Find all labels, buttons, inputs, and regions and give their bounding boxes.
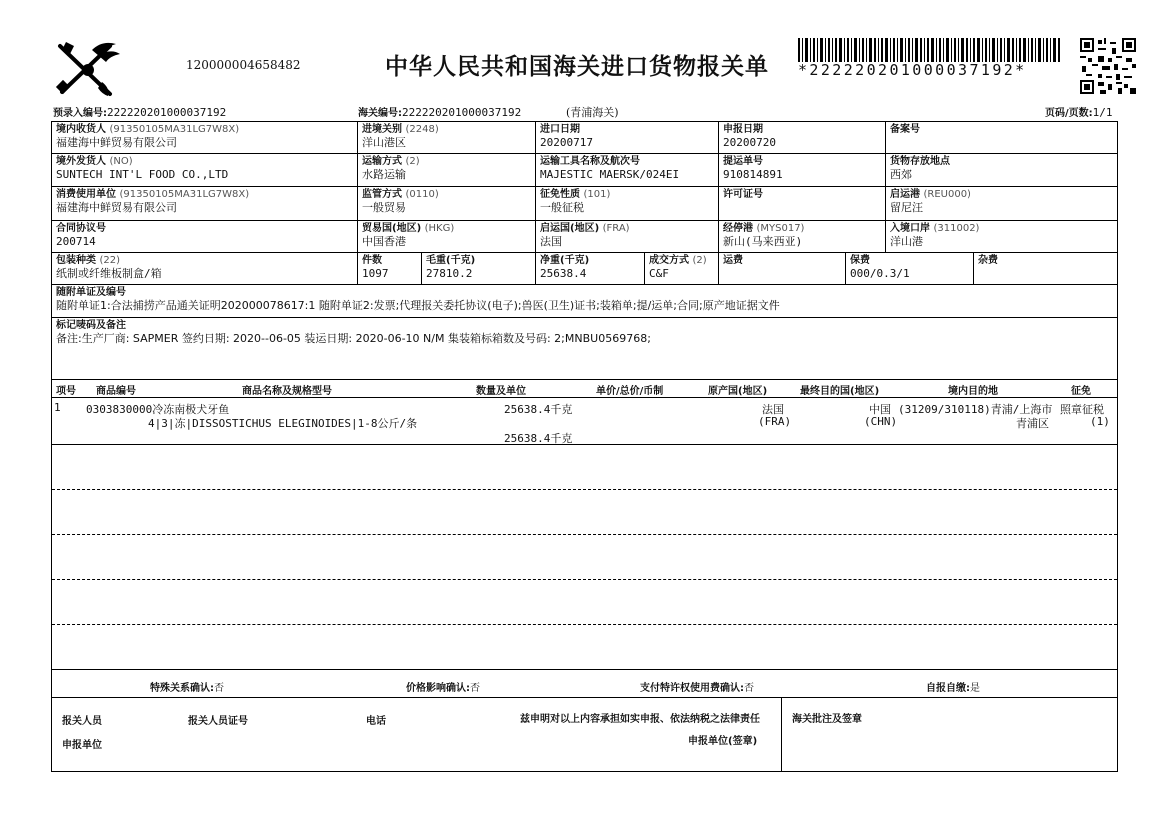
item-levy-code: (1): [1090, 415, 1110, 428]
item-levy: 照章征税: [1060, 403, 1104, 416]
field-license-no: 许可证号: [719, 187, 886, 221]
declarant-label: 报关人员: [62, 716, 102, 727]
legal-statement: 兹申明对以上内容承担如实申报、依法纳税之法律责任: [520, 714, 760, 725]
item-no: 1: [54, 401, 61, 414]
field-domestic-consignee: 境内收货人 (91350105MA31LG7W8X) 福建海中鲜贸易有限公司: [52, 122, 358, 154]
pre-entry-value: 222220201000037192: [107, 106, 227, 119]
item-quantity-2: 25638.4千克: [504, 432, 573, 445]
royalty-label: 支付特许权使用费确认:: [640, 683, 744, 694]
field-transit-port: 经停港 (MYS017) 新山(马来西亚): [719, 221, 886, 253]
col-origin: 原产国(地区): [708, 386, 768, 397]
field-contract-no: 合同协议号 200714: [52, 221, 358, 253]
item-origin-code: (FRA): [758, 415, 792, 428]
field-levy-nature: 征免性质 (101) 一般征税: [536, 187, 719, 221]
item-spec: 4|3|冻|DISSOSTICHUS ELEGINOIDES|1-8公斤/条: [148, 417, 418, 430]
item-origin: 法国: [762, 403, 784, 416]
field-net-weight: 净重(千克) 25638.4: [536, 253, 645, 285]
price-impact-value: 否: [470, 683, 480, 694]
customs-no-value: 222220201000037192: [402, 106, 522, 119]
field-misc-fee: 杂费: [974, 253, 1117, 285]
col-commodity-code: 商品编号: [96, 386, 136, 397]
field-insurance: 保费 000/0.3/1: [846, 253, 974, 285]
document-title: 中华人民共和国海关进口货物报关单: [385, 53, 769, 80]
item-domestic-dest: (31209/310118)青浦/上海市: [898, 403, 1053, 416]
phone-label: 电话: [366, 716, 386, 727]
barcode-text: *222220201000037192*: [798, 61, 1027, 79]
field-gross-weight: 毛重(千克) 27810.2: [422, 253, 536, 285]
customs-office: (青浦海关): [566, 106, 619, 119]
field-departure-port: 启运港 (REU000) 留尼汪: [886, 187, 1117, 221]
self-pay-label: 自报自缴:: [926, 683, 970, 694]
self-pay-value: 是: [970, 683, 980, 694]
special-relation-value: 否: [214, 683, 224, 694]
col-commodity-name: 商品名称及规格型号: [242, 386, 332, 397]
col-price: 单价/总价/币制: [596, 386, 664, 397]
item-domestic-dest-2: 青浦区: [1016, 417, 1049, 430]
declarant-id-label: 报关人员证号: [188, 716, 248, 727]
col-domestic-dest: 境内目的地: [948, 386, 998, 397]
field-import-date: 进口日期 20200717: [536, 122, 719, 154]
declaring-unit-label: 申报单位: [62, 740, 102, 751]
field-transaction-mode: 成交方式 (2) C&F: [645, 253, 719, 285]
item-code-name: 0303830000冷冻南极犬牙鱼: [86, 403, 230, 416]
col-item-no: 项号: [56, 386, 76, 397]
field-entry-port: 进境关别 (2248) 洋山港区: [358, 122, 536, 154]
declaring-unit-seal: 申报单位(签章): [688, 736, 758, 747]
item-destination-code: (CHN): [864, 415, 898, 428]
declaration-form: [51, 121, 1118, 772]
col-quantity: 数量及单位: [476, 386, 526, 397]
customs-emblem-icon: [52, 38, 124, 100]
price-impact-label: 价格影响确认:: [406, 683, 470, 694]
item-destination: 中国: [869, 403, 891, 416]
page-label: 页码/页数:: [1045, 108, 1093, 119]
pre-entry-label: 预录入编号:: [53, 108, 107, 119]
field-overseas-consignor: 境外发货人 (NO) SUNTECH INT'L FOOD CO.,LTD: [52, 154, 358, 187]
field-supervision-mode: 监管方式 (0110) 一般贸易: [358, 187, 536, 221]
field-attached-docs: 随附单证及编号 随附单证1:合法捕捞产品通关证明202000078617:1 随附单证2:发票;代理报关委托协议(电子);兽医(卫生)证书;装箱单;提/运单;合同;原产地证据文件: [52, 285, 1117, 318]
field-trade-country: 贸易国(地区) (HKG) 中国香港: [358, 221, 536, 253]
col-levy: 征免: [1071, 386, 1091, 397]
field-transport-mode: 运输方式 (2) 水路运输: [358, 154, 536, 187]
field-vessel-voyage: 运输工具名称及航次号 MAJESTIC MAERSK/024EI: [536, 154, 719, 187]
document-number: 120000004658482: [186, 58, 301, 72]
field-remarks: 标记唛码及备注 备注:生产厂商: SAPMER 签约日期: 2020--06-05 装运日期: 2020-06-10 N/M 集装箱标箱数及号码: 2;MNBU0569768;: [52, 318, 1117, 380]
col-destination: 最终目的国(地区): [800, 386, 880, 397]
page-value: 1/1: [1092, 106, 1113, 119]
customs-approval-label: 海关批注及签章: [792, 714, 862, 725]
field-package-type: 包装种类 (22) 纸制或纤维板制盒/箱: [52, 253, 358, 285]
royalty-value: 否: [744, 683, 754, 694]
item-quantity: 25638.4千克: [504, 403, 573, 416]
field-consumer-unit: 消费使用单位 (91350105MA31LG7W8X) 福建海中鲜贸易有限公司: [52, 187, 358, 221]
field-departure-country: 启运国(地区) (FRA) 法国: [536, 221, 719, 253]
barcode: [798, 38, 1060, 62]
field-freight: 运费: [719, 253, 846, 285]
qr-code: [1080, 38, 1136, 94]
customs-no-label: 海关编号:: [358, 108, 402, 119]
field-entry-checkpoint: 入境口岸 (311002) 洋山港: [886, 221, 1117, 253]
field-declare-date: 申报日期 20200720: [719, 122, 886, 154]
special-relation-label: 特殊关系确认:: [150, 683, 214, 694]
field-package-count: 件数 1097: [358, 253, 422, 285]
field-record-no: 备案号: [886, 122, 1117, 154]
field-storage-location: 货物存放地点 西郊: [886, 154, 1117, 187]
field-bill-of-lading: 提运单号 910814891: [719, 154, 886, 187]
